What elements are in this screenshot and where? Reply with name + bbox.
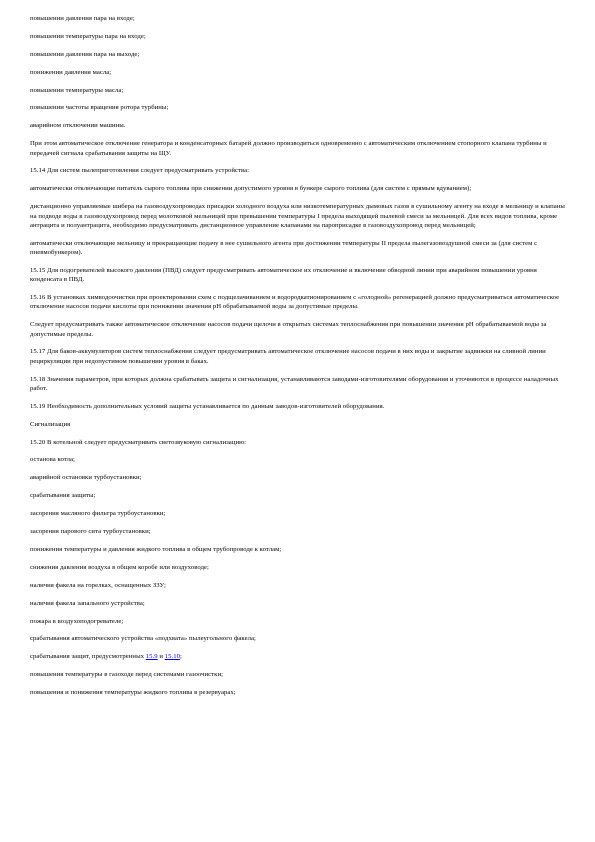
link-15-10[interactable]: 15.10 bbox=[164, 653, 181, 661]
ref-middle: и bbox=[157, 653, 165, 661]
paragraph: автоматически отключающие мельницу и прекращающие подачу в нее сушильного агента при достижении температуры II предела пылегазовоздушной смеси за (для систем с пневмобункером). bbox=[30, 239, 538, 256]
paragraph: Следует предусматривать также автоматическое отключение насосов подачи щелочи в открытых системах теплоснабжения при повышении значения рН обрабатываемой воды за допустимые пределы. bbox=[30, 321, 547, 338]
paragraph: При этом автоматическое отключение генератора и конденсаторных батарей должно производиться одновременно с автоматическим отключением стопорного клапана турбины и передачей сигнала срабатывания защиты на ЩУ. bbox=[30, 140, 547, 157]
section-15-20: 15.20 В котельной следует предусматривать светозвуковую сигнализацию: bbox=[30, 438, 247, 446]
paragraph: повышении температуры пара на входе; bbox=[30, 32, 146, 40]
ref-suffix: ; bbox=[180, 653, 182, 661]
list-item: засорения парового сита турбоустановки; bbox=[30, 528, 151, 536]
list-item: наличия факела запального устройства; bbox=[30, 599, 145, 607]
paragraph: понижении давления масла; bbox=[30, 68, 112, 76]
paragraph: аварийном отключении машины. bbox=[30, 122, 126, 130]
paragraph: повышении температуры масла; bbox=[30, 86, 124, 94]
paragraph: автоматически отключающие питатель сырого топлива при снижении допустимого уровня в бункере сырого топлива (для систем с прямым вдуванием); bbox=[30, 185, 472, 193]
list-item: повышения температуры в газоходе перед системами газоочистки; bbox=[30, 671, 223, 679]
section-15-15: 15.15 Для подогревателей высокого давления (ПВД) следует предусматривать автоматическое их отключение и включение обводной линии при аварийном повышении уровня конденсата в ПВД. bbox=[30, 266, 537, 284]
list-item: пожара в воздухоподогревателе; bbox=[30, 617, 124, 625]
paragraph: повышении давления пара на входе; bbox=[30, 15, 135, 22]
list-item: повышения и понижения температуры жидкого топлива в резервуарах; bbox=[30, 689, 236, 697]
section-heading-signalization: Сигнализация bbox=[30, 420, 71, 428]
list-item: аварийной остановки турбоустановки; bbox=[30, 474, 142, 482]
section-15-17: 15.17 Для баков-аккумуляторов систем теплоснабжения следует предусматривать автоматическое отключение насосов подачи в них воды и закрытие задвижки на сливной линии рециркуляции при недопустимом повышении уровня в баках. bbox=[30, 348, 546, 365]
paragraph: дистанционно управляемые шибера на газовоздухопроводах присадки холодного воздуха или низкотемпературных дымовых газов в сушильному агенту на входе в мельницу и клапаны на подводе воды в газовоздухопровод перед молотковой мельницей при превышении температуры I предела выходящей пылевой смеси за мельницей. Для всех видов топлива, кроме антрацита и полуантрацита, необходимо предусматривать дистанционное управление клапанами на пароприсадке в газовоздухопровод перед мельницей; bbox=[30, 203, 565, 229]
list-item: останова котла; bbox=[30, 456, 75, 464]
list-item: снижения давления воздуха в общем коробе или воздуховоде; bbox=[30, 563, 209, 571]
section-15-18: 15.18 Значения параметров, при которых должна срабатывать защита и сигнализация, устанавливаются заводами-изготовителями оборудования и уточняются в процессе наладочных работ. bbox=[30, 375, 559, 392]
section-15-16: 15.16 В установках химводоочистки при проектировании схем с подщелачиванием и водородкатионированием с «голодной» регенерацией должно предусматриваться автоматическое отключение насосов подачи кислоты при понижении значения рН обрабатываемой воды за допустимые пределы. bbox=[30, 294, 560, 311]
list-item: срабатывания защиты; bbox=[30, 492, 96, 500]
document-body bbox=[30, 14, 565, 706]
section-15-14: 15.14 Для систем пылеприготовления следует предусматривать устройства: bbox=[30, 167, 250, 175]
list-item: наличия факела на горелках, оснащенных ЗЗУ; bbox=[30, 581, 166, 589]
list-item: засорения масляного фильтра турбоустановки; bbox=[30, 510, 166, 518]
list-item: понижения температуры и давления жидкого топлива в общем трубопроводе к котлам; bbox=[30, 545, 282, 553]
list-item-with-links bbox=[30, 652, 565, 661]
paragraph: повышении давления пара на выходе; bbox=[30, 50, 140, 58]
ref-prefix: срабатывания защит, предусмотренных bbox=[30, 653, 146, 661]
paragraph: повышении частоты вращения ротора турбины; bbox=[30, 104, 169, 112]
list-item: срабатывания автоматического устройства «подхвата» пылеугольного факела; bbox=[30, 635, 256, 643]
link-15-9[interactable]: 15.9 bbox=[145, 653, 158, 661]
section-15-19: 15.19 Необходимость дополнительных условий защиты устанавливается по данным заводов-изготовителей оборудования. bbox=[30, 402, 385, 410]
